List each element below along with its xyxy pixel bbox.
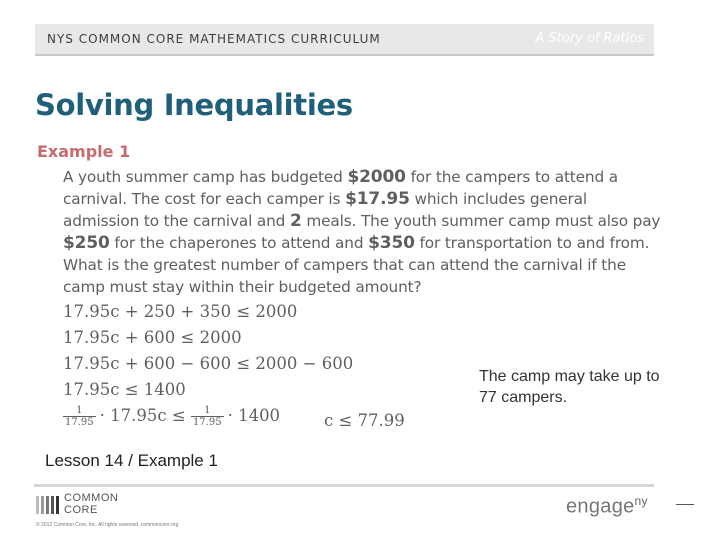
equation-line-3: 17.95c + 600 − 600 ≤ 2000 − 600 xyxy=(63,354,354,373)
fraction: $\frac{1}{17.95}$ xyxy=(65,405,94,428)
curriculum-label: NYS COMMON CORE MATHEMATICS CURRICULUM xyxy=(47,32,381,46)
common-core-logo-icon xyxy=(36,494,60,516)
page-title: Solving Inequalities xyxy=(35,88,353,122)
lesson-footer: Lesson 14 / Example 1 xyxy=(45,451,218,470)
header-bar xyxy=(35,24,654,56)
answer-text: The camp may take up to 77 campers. xyxy=(479,368,660,406)
equation-line-1: 17.95c + 250 + 350 ≤ 2000 xyxy=(63,302,298,321)
common-core-wordmark: COMMON CORE xyxy=(64,492,119,516)
copyright-text: © 2012 Common Core, Inc. All rights reserved. commoncore.org xyxy=(36,522,179,528)
equation-line-5: $\frac{1}{17.95}$ · 17.95c ≤ $\frac{1}{17.95}$ · 1400 xyxy=(65,405,281,428)
engageny-logo: engage$^{ny}$ xyxy=(566,494,648,518)
equation-result: c ≤ 77.99 xyxy=(324,411,405,430)
equation-line-2: 17.95c + 600 ≤ 2000 xyxy=(63,328,242,347)
fraction: $\frac{1}{17.95}$ xyxy=(192,405,222,428)
equation-line-4: 17.95c ≤ 1400 xyxy=(63,380,186,399)
footer-divider xyxy=(34,484,654,487)
problem-text: A youth summer camp has budgeted $2000 for the campers to attend a carnival. The cost for each camper is $17.95 which includes general admission to the carnival and 2 meals. The youth summer camp must also pay $250 for the chaperones to attend and $350 for transportation to and from. What is the greatest number of campers that can attend the carnival if the camp must stay within their budgeted amount? xyxy=(63,167,661,296)
footer-dash xyxy=(676,504,694,505)
example-label: Example 1 xyxy=(37,142,131,161)
module-title: A Story of Ratios xyxy=(535,31,644,46)
